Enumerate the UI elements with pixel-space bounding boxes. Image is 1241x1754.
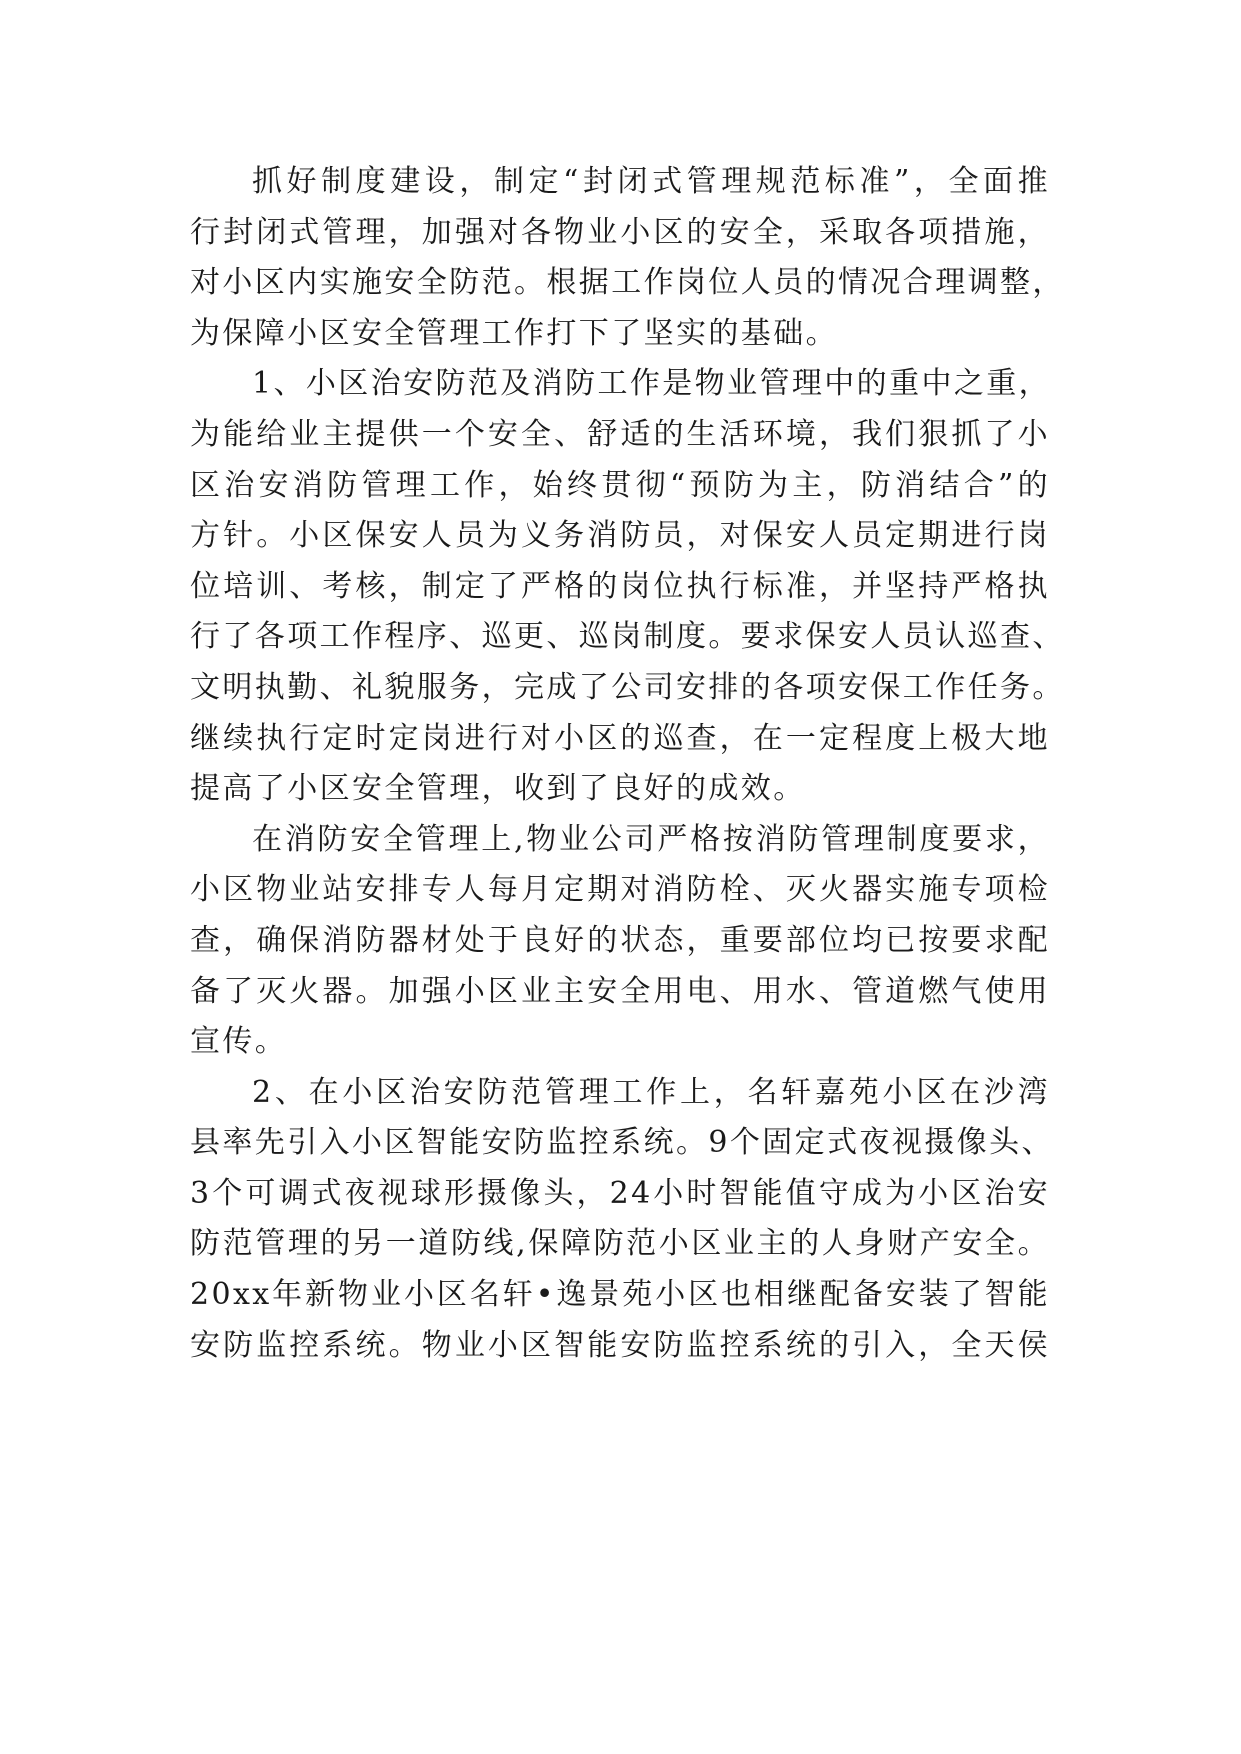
paragraph-line: 对小区内实施安全防范。根据工作岗位人员的情况合理调整， (190, 265, 1065, 301)
paragraph-line: 安防监控系统。物业小区智能安防监控系统的引入，全天侯 (190, 1327, 1050, 1363)
paragraph-line: 1、小区治安防范及消防工作是物业管理中的重中之重， (252, 366, 1052, 402)
paragraph-line: 抓好制度建设，制定“封闭式管理规范标准”，全面推 (252, 164, 1050, 199)
paragraph-line: 为保障小区安全管理工作打下了坚实的基础。 (190, 315, 838, 351)
paragraph-line: 2、在小区治安防范管理工作上，名轩嘉苑小区在沙湾 (252, 1074, 1050, 1110)
paragraph-line: 行封闭式管理，加强对各物业小区的安全，采取各项措施， (190, 214, 1050, 250)
paragraph-line: 3个可调式夜视球形摄像头，24小时智能值守成为小区治安 (190, 1175, 1050, 1211)
paragraph-line: 行了各项工作程序、巡更、巡岗制度。要求保安人员认巡查、 (190, 619, 1065, 655)
paragraph-line: 小区物业站安排专人每月定期对消防栓、灭火器实施专项检 (190, 872, 1050, 908)
paragraph-line: 宣传。 (190, 1024, 288, 1060)
paragraph-line: 备了灭火器。加强小区业主安全用电、用水、管道燃气使用 (190, 973, 1050, 1009)
paragraph-line: 提高了小区安全管理，收到了良好的成效。 (190, 771, 806, 807)
paragraph-line: 位培训、考核，制定了严格的岗位执行标准，并坚持严格执 (190, 568, 1050, 604)
paragraph-line: 查，确保消防器材处于良好的状态，重要部位均已按要求配 (190, 922, 1050, 958)
document-body (190, 157, 1065, 1371)
paragraph-line: 文明执勤、礼貌服务，完成了公司安排的各项安保工作任务。 (190, 669, 1065, 705)
paragraph-line: 区治安消防管理工作，始终贯彻“预防为主，防消结合”的 (190, 467, 1050, 503)
paragraph-line: 方针。小区保安人员为义务消防员，对保安人员定期进行岗 (190, 518, 1050, 554)
paragraph-line: 县率先引入小区智能安防监控系统。9个固定式夜视摄像头、 (190, 1125, 1054, 1161)
paragraph-line: 为能给业主提供一个安全、舒适的生活环境，我们狠抓了小 (190, 416, 1050, 452)
paragraph-line: 防范管理的另一道防线,保障防范小区业主的人身财产安全。 (190, 1226, 1050, 1262)
paragraph-line: 20xx年新物业小区名轩•逸景苑小区也相继配备安装了智能 (190, 1277, 1050, 1313)
paragraph-line: 在消防安全管理上,物业公司严格按消防管理制度要求， (252, 821, 1050, 857)
paragraph-line: 继续执行定时定岗进行对小区的巡查，在一定程度上极大地 (190, 720, 1050, 756)
